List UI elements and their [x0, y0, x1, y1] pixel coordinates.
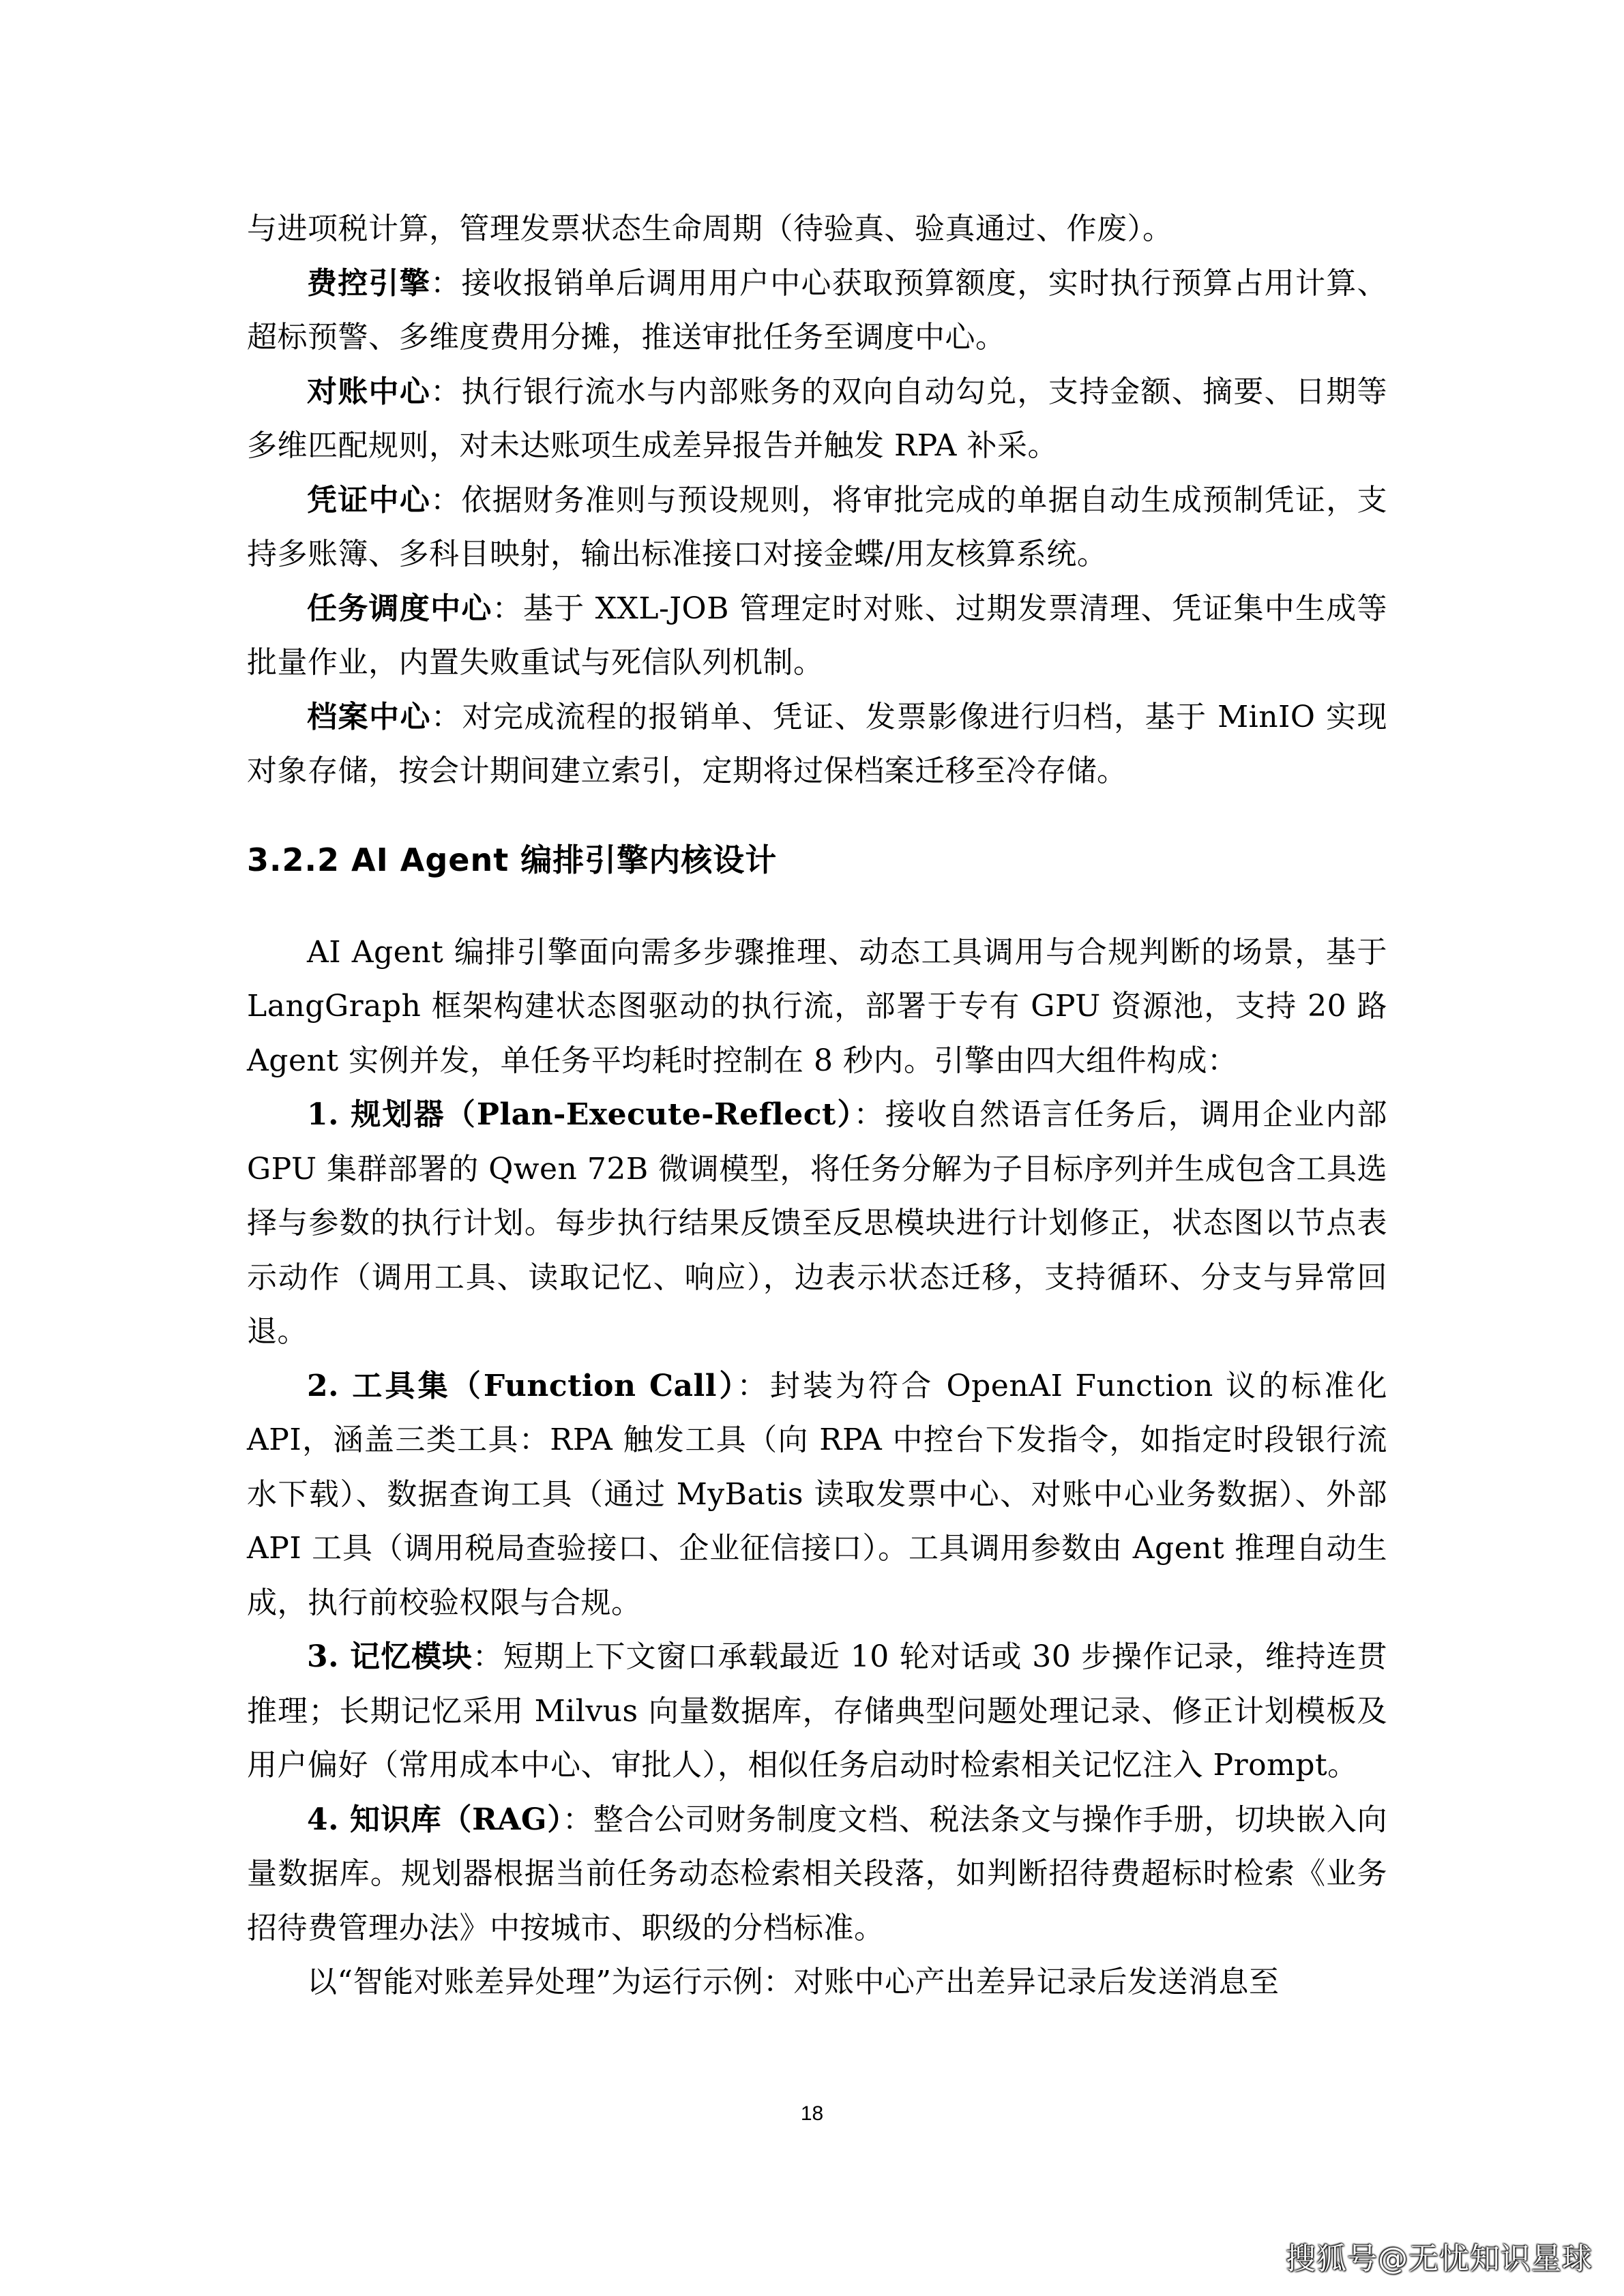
paragraph-text: 与进项税计算，管理发票状态生命周期（待验真、验真通过、作废）。 [247, 211, 1173, 246]
paragraph-text: AI Agent 编排引擎面向需多步骤推理、动态工具调用与合规判断的场景，基于 LangGraph 框架构建状态图驱动的执行流，部署于专有 GPU 资源池，支持 20 路 Agent 实例并发，单任务平均耗时控制在 8 秒内。引擎由四大组件构成： [247, 934, 1387, 1078]
paragraph-text: ：整合公司财务制度文档、税法条文与操作手册，切块嵌入向量数据库。规划器根据当前任务动态检索相关段落，如判断招待费超标时检索《业务招待费管理办法》中按城市、职级的分档标准。 [247, 1802, 1387, 1945]
list-item-toolset [247, 1359, 1387, 1630]
paragraph-text: ：执行银行流水与内部账务的双向自动勾兑，支持金额、摘要、日期等多维匹配规则，对未达账项生成差异报告并触发 RPA 补采。 [247, 374, 1388, 463]
list-item-memory-module [247, 1630, 1387, 1793]
term-label: 对账中心 [307, 374, 431, 409]
paragraph-text: 以“智能对账差异处理”为运行示例：对账中心产出差异记录后发送消息至 [307, 1965, 1280, 1999]
paragraph-invoice-continued [247, 202, 1387, 256]
list-item-knowledge-base [247, 1793, 1387, 1956]
term-label: 2. 工具集（Function Call） [307, 1368, 737, 1403]
page-number: 18 [800, 2102, 824, 2125]
paragraph-text: ：对完成流程的报销单、凭证、发票影像进行归档，基于 MinIO 实现对象存储，按会计期间建立索引，定期将过保档案迁移至冷存储。 [247, 699, 1387, 788]
paragraph-text: ：接收自然语言任务后，调用企业内部 GPU 集群部署的 Qwen 72B 微调模型，将任务分解为子目标序列并生成包含工具选择与参数的执行计划。每步执行结果反馈至反思模块进行计划修正，状态图以节点表示动作（调用工具、读取记忆、响应），边表示状态迁移，支持循环、分支与异常回退。 [247, 1097, 1387, 1349]
paragraph-intro [247, 925, 1387, 1088]
list-item-planner [247, 1088, 1387, 1359]
term-label: 费控引擎 [307, 265, 431, 301]
term-label: 3. 记忆模块 [307, 1639, 473, 1674]
term-label: 档案中心 [307, 699, 432, 734]
term-label: 1. 规划器（Plan-Execute-Reflect） [307, 1097, 854, 1132]
watermark: 搜狐号@无忧知识星球 [1286, 2241, 1593, 2276]
paragraph-text: ：封装为符合 OpenAI Function 议的标准化 API，涵盖三类工具：RPA 触发工具（向 RPA 中控台下发指令，如指定时段银行流水下载）、数据查询工具（通过 MyBatis 读取发票中心、对账中心业务数据）、外部 API 工具（调用税局查验接口、企业征信接口）。工具调用参数由 Agent 推理自动生成，执行前校验权限与合规。 [247, 1368, 1387, 1620]
paragraph-reconciliation-center [247, 365, 1387, 473]
paragraph-expense-control-engine [247, 256, 1387, 365]
paragraph-example [247, 1955, 1387, 2010]
paragraph-voucher-center [247, 473, 1387, 582]
term-label: 凭证中心 [307, 482, 431, 518]
term-label: 4. 知识库（RAG） [307, 1802, 563, 1837]
paragraph-archive-center [247, 690, 1387, 799]
paragraph-text: ：短期上下文窗口承载最近 10 轮对话或 30 步操作记录，维持连贯推理；长期记忆采用 Milvus 向量数据库，存储典型问题处理记录、修正计划模板及用户偏好（常用成本中心、审批人），相似任务启动时检索相关记忆注入 Prompt。 [247, 1639, 1387, 1783]
paragraph-text: ：接收报销单后调用用户中心获取预算额度，实时执行预算占用计算、超标预警、多维度费用分摊，推送审批任务至调度中心。 [247, 265, 1388, 355]
paragraph-task-scheduling-center [247, 582, 1387, 690]
section-heading: 3.2.2 AI Agent 编排引擎内核设计 [247, 841, 778, 878]
paragraph-text: ：基于 XXL-JOB 管理定时对账、过期发票清理、凭证集中生成等批量作业，内置失败重试与死信队列机制。 [247, 591, 1388, 680]
term-label: 任务调度中心 [307, 591, 492, 626]
paragraph-text: ：依据财务准则与预设规则，将审批完成的单据自动生成预制凭证，支持多账簿、多科目映射，输出标准接口对接金蝶/用友核算系统。 [247, 482, 1388, 571]
page-body [247, 202, 1387, 2010]
